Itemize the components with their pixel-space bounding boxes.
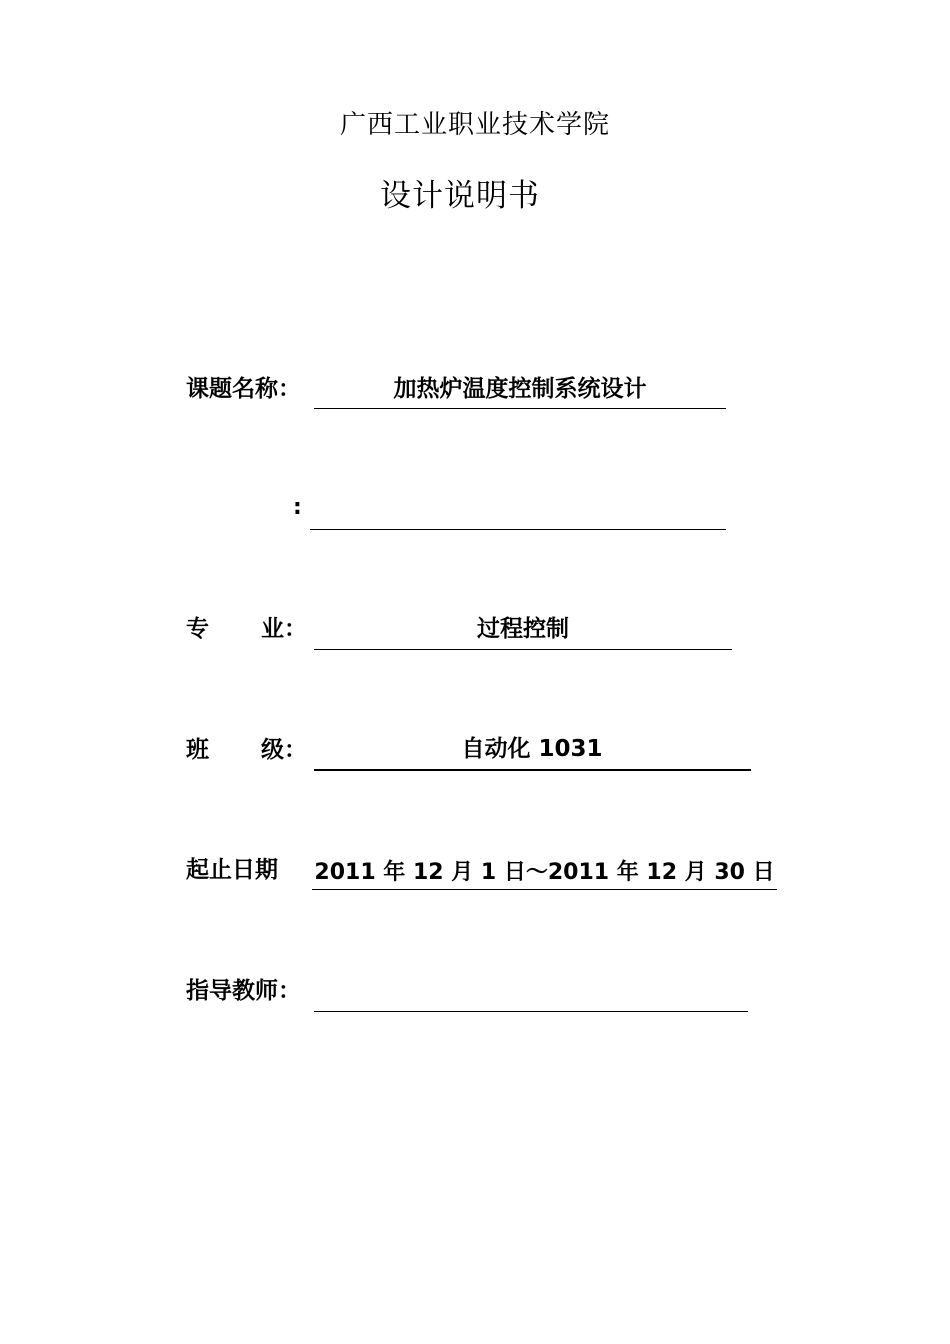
topic-label: 课题名称： bbox=[186, 376, 301, 402]
major-label-second: 业： bbox=[261, 616, 307, 642]
class-label bbox=[186, 731, 307, 764]
advisor-label: 指导教师： bbox=[186, 978, 301, 1004]
topic-value: 加热炉温度控制系统设计 bbox=[393, 376, 647, 402]
period-label: 起止日期 bbox=[186, 857, 278, 883]
blank-row-label: : bbox=[293, 495, 302, 520]
major-label bbox=[186, 610, 307, 643]
period-value: 2011 年 12 月 1 日～2011 年 12 月 30 日 bbox=[314, 860, 775, 885]
major-value: 过程控制 bbox=[477, 616, 569, 642]
class-value: 自动化 1031 bbox=[461, 736, 603, 762]
blank-row-underline bbox=[310, 529, 726, 530]
document-title: 设计说明书 bbox=[380, 178, 540, 214]
period-underline bbox=[312, 889, 777, 890]
class-underline bbox=[314, 769, 751, 771]
major-underline bbox=[314, 649, 732, 650]
topic-underline bbox=[314, 408, 726, 409]
major-label-first: 专 bbox=[186, 616, 209, 642]
class-label-first: 班 bbox=[186, 737, 209, 763]
college-name: 广西工业职业技术学院 bbox=[339, 110, 610, 140]
class-label-second: 级： bbox=[261, 737, 307, 763]
advisor-underline bbox=[314, 1011, 748, 1012]
